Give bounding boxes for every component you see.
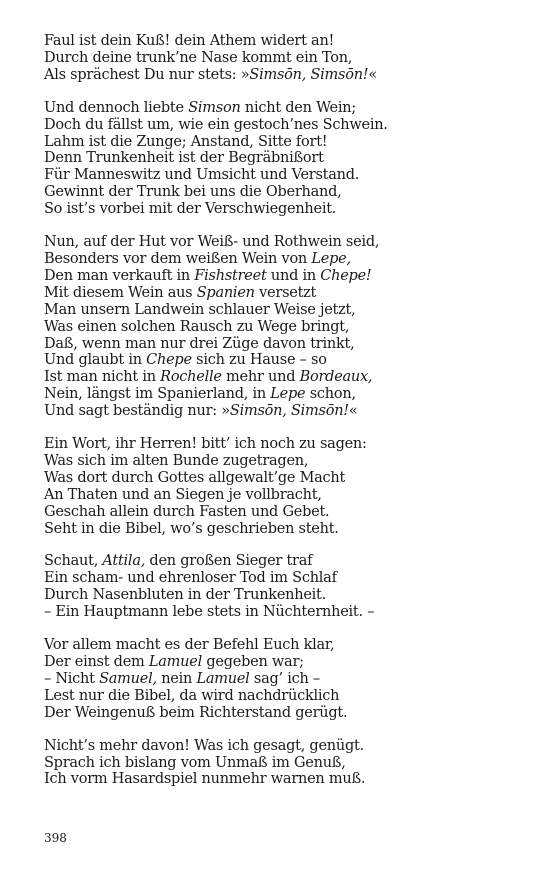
verse-text: Der einst dem	[44, 654, 149, 670]
verse-text: – Ein Hauptmann lebe stets in Nüchternheit. –	[44, 604, 375, 621]
verse-line	[44, 285, 524, 302]
verse-line	[44, 553, 524, 570]
verse-text: Doch du fällst um, wie ein gestoch’nes Schwein.	[44, 116, 388, 133]
stanza	[44, 553, 524, 621]
verse-text: Mit diesem Wein aus	[44, 284, 197, 301]
verse-text: «	[368, 66, 377, 83]
stanza	[44, 33, 524, 84]
verse-text: Besonders vor dem weißen Wein von	[44, 250, 312, 267]
italic-name: Simsōn, Simsōn!	[249, 66, 369, 83]
verse-text: Für Manneswitz und Umsicht und Verstand.	[44, 167, 360, 184]
verse-line	[44, 251, 524, 268]
verse-text: Man unsern Landwein schlauer Weise jetzt,	[44, 301, 356, 318]
italic-name: Spanien	[196, 284, 255, 301]
verse-text: Was einen solchen Rausch zu Wege bringt,	[44, 318, 350, 335]
verse-text: mehr und	[221, 369, 300, 386]
verse-text: den großen Sieger traf	[145, 553, 313, 570]
verse-line	[44, 470, 524, 487]
verse-text: Gewinnt der Trunk bei uns die Oberhand,	[44, 184, 342, 201]
verse-line	[44, 487, 524, 504]
verse-text: So ist’s vorbei mit der Verschwiegenheit.	[44, 201, 337, 218]
verse-text: Und sagt beständig nur: »	[44, 403, 230, 420]
verse-text: sich zu Hause – so	[191, 352, 327, 369]
verse-text: nicht den Wein;	[240, 99, 357, 116]
italic-name: Samuel,	[99, 670, 157, 687]
verse-line	[44, 352, 524, 369]
verse-text: «	[348, 403, 358, 420]
verse-text: versetzt	[254, 284, 317, 301]
verse-text: Ein scham- und ehrenloser Tod im Schlaf	[44, 570, 337, 587]
verse-line	[44, 738, 524, 755]
stanza	[44, 100, 524, 218]
verse-line	[44, 150, 524, 167]
italic-name: Bordeaux,	[299, 369, 373, 386]
verse-line	[44, 453, 524, 470]
verse-line	[44, 201, 524, 218]
italic-name: Lepe,	[311, 250, 351, 267]
verse-line	[44, 67, 524, 84]
verse-line	[44, 604, 524, 621]
verse-text: An Thaten und an Siegen je vollbracht,	[44, 486, 322, 503]
italic-name: Chepe!	[320, 267, 372, 284]
verse-text: Ein Wort, ihr Herren! bitt’ ich noch zu sagen:	[44, 436, 367, 453]
verse-text: Ich vorm Hasardspiel nunmehr warnen muß.	[44, 771, 366, 788]
verse-text: Nun, auf der Hut vor Weiß- und Rothwein seid,	[44, 234, 380, 251]
verse-line	[44, 302, 524, 319]
verse-line	[44, 336, 524, 353]
stanza	[44, 436, 524, 537]
verse-line	[44, 436, 524, 453]
verse-line	[44, 771, 524, 788]
verse-text: Durch deine trunk’ne Nase kommt ein Ton,	[44, 49, 353, 66]
italic-name: Attila,	[102, 553, 146, 570]
verse-text: sag’ ich –	[249, 670, 320, 687]
italic-name: Simson	[188, 99, 241, 116]
italic-name: Simsōn, Simsōn!	[229, 403, 349, 420]
verse-text: Seht in die Bibel, wo’s geschrieben steht.	[44, 520, 339, 537]
verse-line	[44, 369, 524, 386]
verse-line	[44, 521, 524, 538]
verse-text: und in	[266, 267, 321, 284]
verse-line	[44, 50, 524, 67]
verse-line	[44, 705, 524, 722]
verse-text: Nicht’s mehr davon! Was ich gesagt, genügt.	[44, 737, 364, 754]
verse-text: Nein, längst im Spanierland, in	[44, 386, 271, 403]
verse-line	[44, 755, 524, 772]
verse-line	[44, 268, 524, 285]
verse-text: Daß, wenn man nur drei Züge davon trinkt,	[44, 335, 355, 352]
italic-name: Lamuel	[196, 670, 250, 687]
verse-text: – Nicht	[44, 670, 100, 687]
verse-line	[44, 117, 524, 134]
verse-text: schon,	[305, 386, 356, 403]
verse-line	[44, 570, 524, 587]
italic-name: Lamuel	[148, 654, 202, 670]
italic-name: Lepe	[270, 386, 306, 403]
italic-name: Rochelle	[160, 369, 222, 386]
stanza	[44, 738, 524, 789]
verse-line	[44, 319, 524, 336]
verse-text: Denn Trunkenheit ist der Begräbnißort	[44, 150, 324, 167]
italic-name: Fishstreet	[194, 267, 267, 284]
verse-line	[44, 637, 524, 654]
verse-line	[44, 167, 524, 184]
verse-line	[44, 134, 524, 151]
verse-text: nein	[156, 670, 197, 687]
verse-line	[44, 688, 524, 705]
verse-text: Sprach ich bislang vom Unmaß im Genuß,	[44, 754, 346, 771]
verse-line	[44, 587, 524, 604]
verse-text: Und dennoch liebte	[44, 99, 189, 116]
verse-text: Geschah allein durch Fasten und Gebet.	[44, 503, 330, 520]
verse-text: Durch Nasenbluten in der Trunkenheit.	[44, 587, 326, 604]
verse-text: Und glaubt in	[44, 352, 147, 369]
verse-line	[44, 671, 524, 688]
verse-text: Faul ist dein Kuß! dein Athem widert an!	[44, 33, 335, 49]
verse-line	[44, 33, 524, 50]
stanza	[44, 234, 524, 420]
verse-text: Der Weingenuß beim Richterstand gerügt.	[44, 704, 348, 721]
verse-text: Vor allem macht es der Befehl Euch klar,	[44, 637, 335, 654]
verse-text: Schaut,	[44, 553, 103, 570]
verse-text: Den man verkauft in	[44, 267, 195, 284]
verse-text: Ist man nicht in	[44, 369, 161, 386]
verse-line	[44, 504, 524, 521]
verse-line	[44, 184, 524, 201]
verse-text: Lahm ist die Zunge; Anstand, Sitte fort!	[44, 133, 328, 150]
italic-name: Chepe	[146, 352, 192, 369]
verse-line	[44, 234, 524, 251]
stanza	[44, 637, 524, 722]
verse-text: Was sich im alten Bunde zugetragen,	[44, 452, 309, 469]
verse-text: Lest nur die Bibel, da wird nachdrücklich	[44, 687, 340, 704]
page-number: 398	[44, 831, 67, 845]
poem-text	[44, 33, 524, 804]
verse-text: Als sprächest Du nur stets: »	[44, 66, 250, 83]
verse-line	[44, 403, 524, 420]
verse-text: gegeben war;	[202, 654, 304, 670]
verse-line	[44, 654, 524, 671]
verse-text: Was dort durch Gottes allgewalt’ge Macht	[44, 469, 346, 486]
verse-line	[44, 386, 524, 403]
verse-line	[44, 100, 524, 117]
